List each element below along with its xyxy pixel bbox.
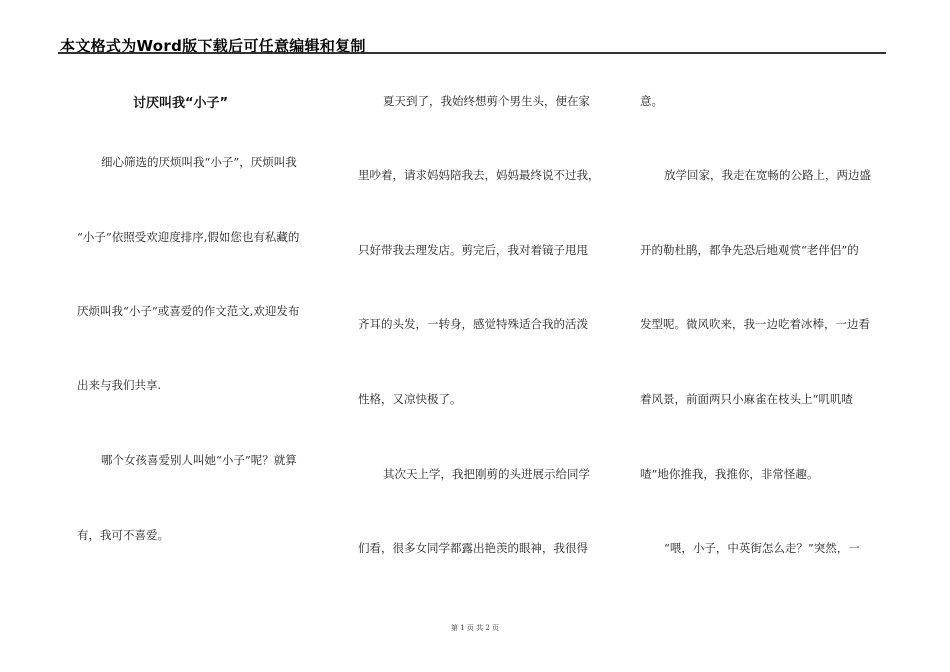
column3-line: 发型呢。微风吹来，我一边吃着冰棒，一边看 [640, 317, 870, 331]
column1-line: 细心筛选的厌烦叫我“小子”，厌烦叫我 [101, 155, 297, 169]
column3-line: 开的勒杜鹃，都争先恐后地观赏“老伴侣”的 [640, 243, 859, 257]
column1-line: 有，我可不喜爱。 [77, 528, 169, 542]
column2-line: 夏天到了，我始终想剪个男生头，便在家 [383, 94, 590, 108]
column3-line: “喂，小子，中英街怎么走？”突然，一 [664, 541, 860, 555]
column3-line: 喳”地你推我，我推你，非常怪趣。 [640, 467, 819, 481]
column3-line: 放学回家，我走在宽畅的公路上，两边盛 [664, 168, 871, 182]
header-divider [58, 52, 886, 54]
document-header-title: 本文格式为Word版下载后可任意编辑和复制 [60, 37, 366, 55]
column2-line: 齐耳的头发，一转身，感觉特殊适合我的活泼 [358, 317, 588, 331]
article-title: 讨厌叫我“小子” [133, 96, 229, 111]
column1-line: 哪个女孩喜爱别人叫她“小子”呢？就算 [101, 453, 297, 467]
column1-line: 厌烦叫我“小子”或喜爱的作文范文,欢迎发布 [77, 304, 300, 318]
column2-line: 只好带我去理发店。剪完后，我对着镜子甩甩 [358, 243, 588, 257]
column3-line: 着风景，前面两只小麻雀在枝头上“叽叽喳 [640, 392, 853, 406]
column2-line: 们看，很多女同学都露出艳羡的眼神，我很得 [358, 541, 588, 555]
page-number: 第 1 页 共 2 页 [450, 624, 500, 632]
column1-line: 出来与我们共享. [77, 378, 162, 392]
column2-line: 性格，又凉快极了。 [358, 392, 462, 406]
column1-line: “小子”依照受欢迎度排序,假如您也有私藏的 [77, 230, 300, 244]
column3-line: 意。 [640, 94, 663, 108]
column2-line: 其次天上学，我把刚剪的头进展示给同学 [383, 467, 590, 481]
column2-line: 里吵着，请求妈妈陪我去，妈妈最终说不过我， [358, 168, 600, 182]
